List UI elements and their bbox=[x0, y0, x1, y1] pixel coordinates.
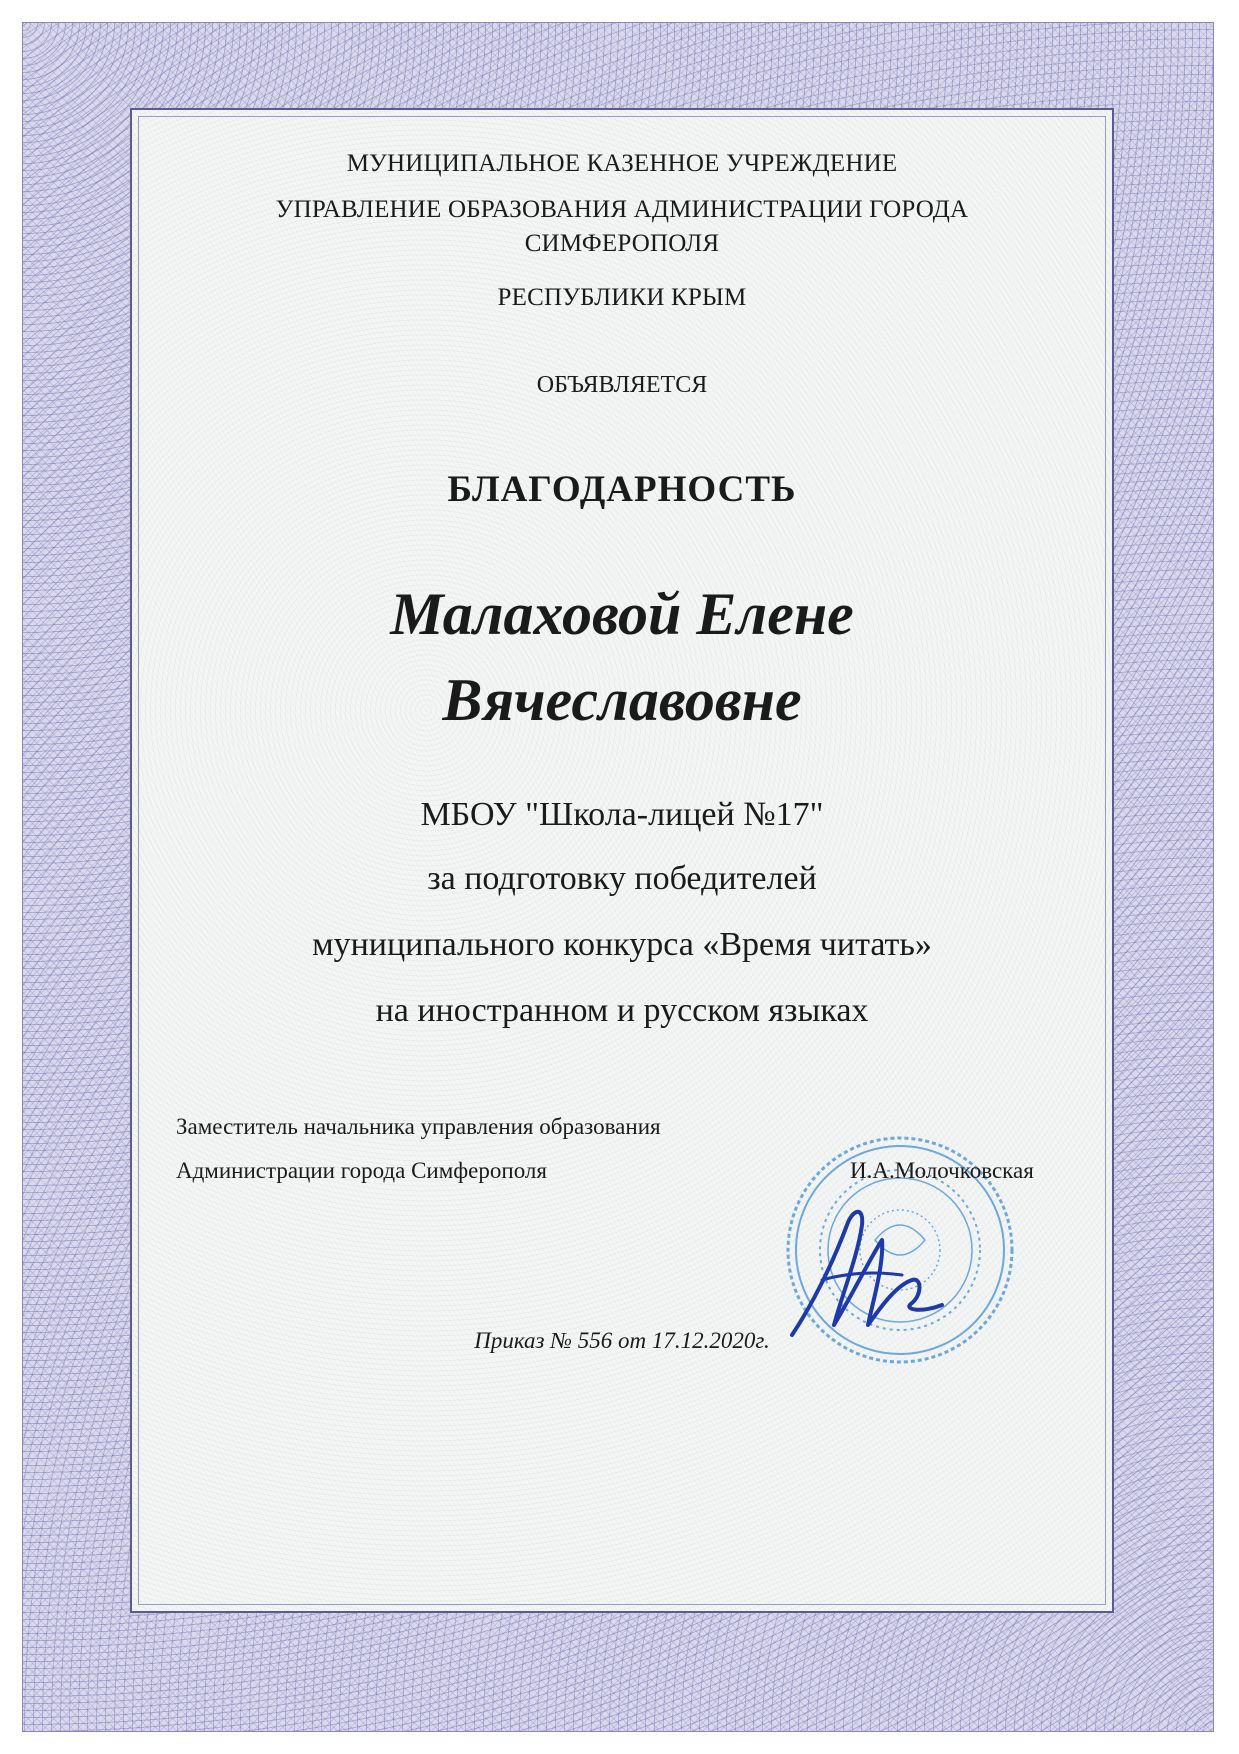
certificate-title: БЛАГОДАРНОСТЬ bbox=[447, 469, 797, 510]
announcement: ОБЪЯВЛЯЕТСЯ bbox=[536, 372, 708, 398]
header-line-4: РЕСПУБЛИКИ КРЫМ bbox=[497, 284, 747, 311]
school-name: МБОУ "Школа-лицей №17" bbox=[420, 796, 824, 833]
reason-line-1: за подготовку победителей bbox=[427, 860, 817, 897]
reason-line-2: муниципального конкурса «Время читать» bbox=[312, 926, 932, 963]
order-reference: Приказ № 556 от 17.12.2020г. bbox=[474, 1328, 770, 1353]
recipient-name-line-1: Малаховой Елене bbox=[390, 581, 854, 647]
signatory-position-line-2: Администрации города Симферополя bbox=[176, 1158, 547, 1183]
reason-line-3: на иностранном и русском языках bbox=[375, 992, 869, 1029]
header-line-3: СИМФЕРОПОЛЯ bbox=[524, 230, 720, 257]
header-line-2: УПРАВЛЕНИЕ ОБРАЗОВАНИЯ АДМИНИСТРАЦИИ ГОРОДА bbox=[275, 196, 969, 223]
signatory-name: И.А.Молочковская bbox=[850, 1158, 1034, 1183]
signatory-position-line-1: Заместитель начальника управления образования bbox=[176, 1114, 661, 1139]
certificate-panel bbox=[130, 108, 1114, 1613]
header-line-1: МУНИЦИПАЛЬНОЕ КАЗЕННОЕ УЧРЕЖДЕНИЕ bbox=[346, 150, 898, 177]
recipient-name-line-2: Вячеславовне bbox=[442, 667, 802, 733]
